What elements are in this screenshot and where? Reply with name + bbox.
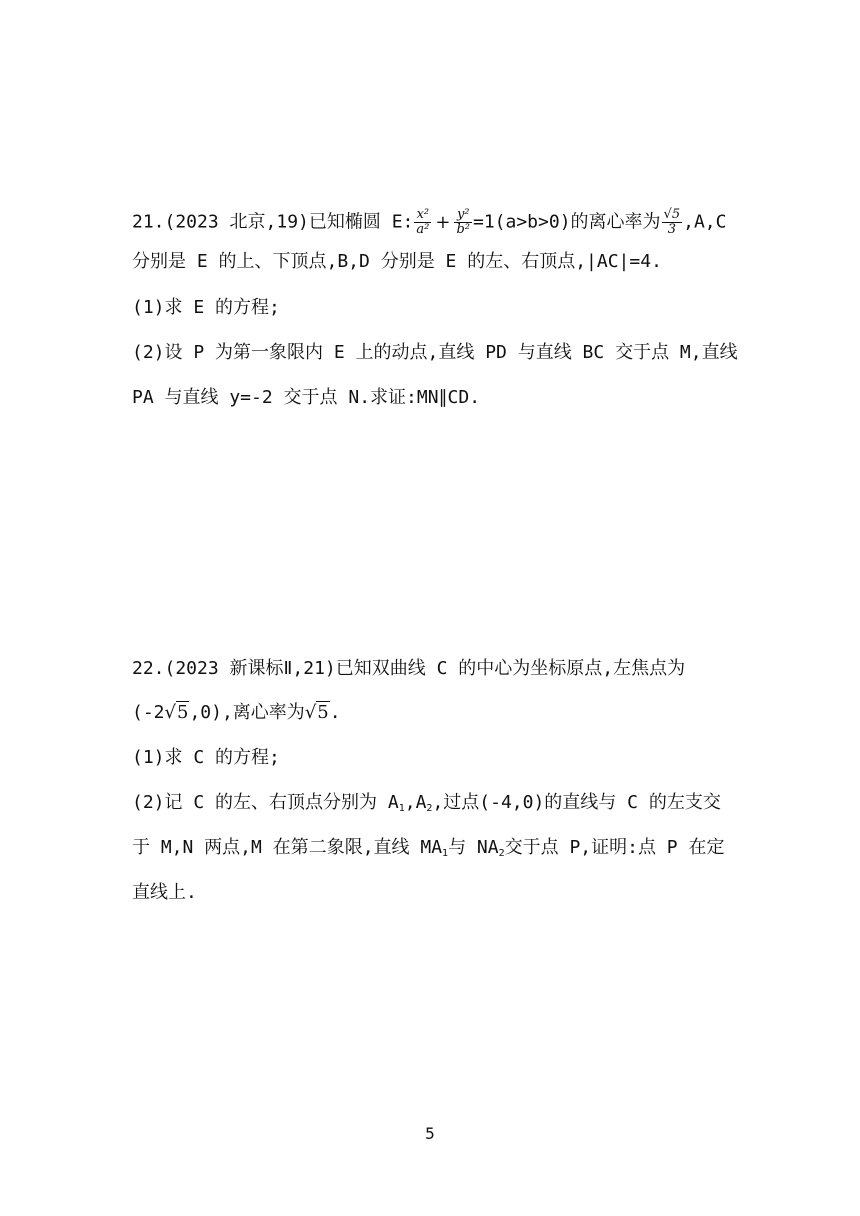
q22-part-2-line-3: 直线上.	[132, 882, 197, 903]
q21-part-2-line-1: (2)设 P 为第一象限内 E 上的动点,直线 PD 与直线 BC 交于点 M,直线	[132, 342, 738, 363]
q22-line-2: (-2√5,0),离心率为√5.	[132, 702, 341, 723]
page-number: 5	[425, 1124, 435, 1143]
q21-part-2-line-2: PA 与直线 y=-2 交于点 N.求证:MN∥CD.	[132, 387, 481, 408]
fraction-x2-a2: $\frac{\text{x²}}{\text{a²}}$	[416, 207, 430, 237]
q22-part-2-line-2: 于 M,N 两点,M 在第二象限,直线 $MA_1$与 $NA_2$交于点 P,证明:点 P 在定	[132, 837, 725, 859]
fraction-sqrt5-3: $\frac{√5}{3}$	[663, 207, 681, 237]
fraction-y2-b2: $\frac{\text{y²}}{\text{b²}}$	[456, 207, 470, 237]
sqrt-5-b: √5	[304, 702, 329, 723]
q21-line-1: 21.(2023 北京,19)已知椭圆 E: $\frac{\text{x²}}{\text{a²}}$ + $\frac{\text{y²}}{\text{b²}}$ =1(a>b>0)的离心率为 $\frac{√5}{3}$ ,A,C	[132, 207, 727, 237]
q22-part-2-line-1: (2)记 C 的左、右顶点分别为 $A_1,A_2$,过点(-4,0)的直线与 C 的左支交	[132, 792, 721, 814]
sqrt-5-a: √5	[164, 702, 189, 723]
q21-line-2: 分别是 E 的上、下顶点,B,D 分别是 E 的左、右顶点,|AC|=4.	[132, 251, 662, 272]
q22-line-1: 22.(2023 新课标Ⅱ,21)已知双曲线 C 的中心为坐标原点,左焦点为	[132, 658, 686, 679]
q21-part-1: (1)求 E 的方程;	[132, 297, 280, 318]
q22-part-1: (1)求 C 的方程;	[132, 747, 280, 768]
